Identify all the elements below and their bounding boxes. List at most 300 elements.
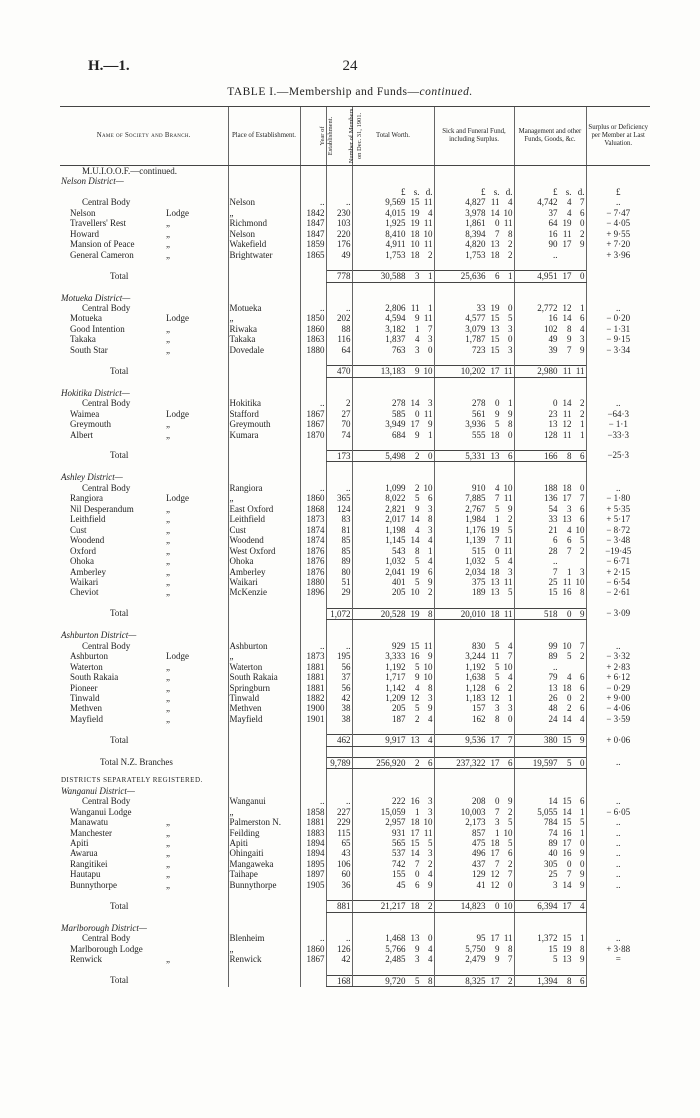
total-worth-pounds: 931 xyxy=(392,827,406,838)
empty-cell xyxy=(300,620,326,631)
sick-funeral-fund xyxy=(434,229,514,239)
total-worth-shillings: 15 xyxy=(410,640,420,651)
management-funds-pounds: 305 xyxy=(544,858,558,869)
branch-name xyxy=(60,869,228,879)
management-funds-pounds: 15 xyxy=(548,943,558,954)
sick-funeral-fund-pence: 10 xyxy=(503,661,513,672)
sick-funeral-fund-pence: 10 xyxy=(503,901,513,912)
empty-cell xyxy=(586,598,650,609)
empty-cell xyxy=(352,620,434,631)
empty-cell xyxy=(434,176,514,186)
empty-cell xyxy=(326,774,352,785)
management-funds-pounds: 16 xyxy=(548,313,558,324)
place-of-establishment xyxy=(228,250,300,260)
member-count-text: 365 xyxy=(337,493,351,504)
year-established xyxy=(300,848,326,858)
management-units-pound-symbol: £ xyxy=(553,186,558,197)
sick-funeral-fund-shillings: 7 xyxy=(495,493,500,504)
branch-name-text: Rangiora xyxy=(70,493,103,504)
branch-row xyxy=(60,514,650,524)
branch-name xyxy=(60,828,228,838)
empty-cell xyxy=(300,440,326,451)
empty-cell xyxy=(228,620,300,631)
management-funds-pounds: 19,597 xyxy=(532,757,558,768)
total-worth xyxy=(352,817,434,827)
lodge-ditto: „ xyxy=(166,239,170,250)
management-units-shilling-symbol: s. xyxy=(565,186,572,197)
management-funds-pence xyxy=(572,250,585,260)
empty-cell xyxy=(434,965,514,976)
total-worth-pounds: 543 xyxy=(392,545,406,556)
year-text: .. xyxy=(320,796,325,807)
total-worth-pounds: 1,192 xyxy=(385,661,406,672)
branch-name xyxy=(60,398,228,408)
total-label-text: Total xyxy=(110,900,129,911)
empty-cell xyxy=(514,260,586,271)
total-worth-pounds: 3,333 xyxy=(385,651,406,662)
sick-funeral-fund-shillings: 5 xyxy=(495,640,500,651)
total-worth-shillings: 1 xyxy=(415,806,420,817)
sick-funeral-fund xyxy=(434,303,514,313)
management-funds-pounds: 90 xyxy=(548,239,558,250)
total-worth xyxy=(352,693,434,703)
branch-name xyxy=(60,933,228,943)
place-text: Amberley xyxy=(229,566,266,577)
lodge-ditto: Lodge xyxy=(166,408,189,419)
branch-name xyxy=(60,954,228,964)
place-of-establishment xyxy=(228,546,300,556)
year-text: 1860 xyxy=(306,493,325,504)
sick-funeral-fund-pounds: 8,325 xyxy=(465,975,486,986)
total-worth xyxy=(352,869,434,879)
member-count-text: 64 xyxy=(341,344,351,355)
place-of-establishment xyxy=(228,954,300,964)
sick-funeral-fund-shillings: 17 xyxy=(490,933,500,944)
total-worth-shillings: 3 xyxy=(415,344,420,355)
sick-funeral-fund xyxy=(434,208,514,218)
year-text: 1894 xyxy=(306,848,325,859)
empty-cell xyxy=(326,630,352,640)
management-funds xyxy=(514,577,586,587)
branch-name xyxy=(60,250,228,260)
member-count-text: 116 xyxy=(337,334,351,345)
empty-cell xyxy=(586,923,650,933)
sick-funeral-fund-shillings: 17 xyxy=(490,757,500,768)
management-funds xyxy=(514,735,586,746)
surplus-deficiency xyxy=(586,817,650,827)
year-established xyxy=(300,556,326,566)
surplus-text: .. xyxy=(616,933,621,944)
empty-cell xyxy=(514,377,586,388)
member-count-text: 80 xyxy=(341,566,351,577)
sick-funeral-fund xyxy=(434,218,514,228)
branch-row xyxy=(60,933,650,943)
year-text: 1897 xyxy=(306,869,325,880)
sick-funeral-fund-pence: 8 xyxy=(508,419,513,430)
management-funds-shillings: 4 xyxy=(567,672,572,683)
sick-funeral-fund-shillings: 17 xyxy=(490,366,500,377)
empty-cell xyxy=(586,774,650,785)
sick-funeral-fund-pence: 7 xyxy=(508,735,513,746)
lodge-ditto: „ xyxy=(166,693,170,704)
empty-cell xyxy=(326,355,352,366)
empty-cell xyxy=(300,598,326,609)
management-funds xyxy=(514,525,586,535)
total-worth xyxy=(352,324,434,334)
empty-cell xyxy=(300,472,326,482)
sick-funeral-fund xyxy=(434,975,514,986)
sick-funeral-fund-shillings: 5 xyxy=(495,556,500,567)
management-funds-shillings xyxy=(558,250,572,260)
management-funds-pence: 10 xyxy=(575,524,585,535)
total-worth-shillings: 10 xyxy=(410,239,420,250)
lodge-ditto: „ xyxy=(166,827,170,838)
management-funds-shillings: 14 xyxy=(562,398,572,409)
place-text: „ xyxy=(229,943,234,954)
empty-cell xyxy=(228,630,300,640)
sick-funeral-fund-pence: 1 xyxy=(508,693,513,704)
management-funds-pence xyxy=(572,662,585,672)
sick-fund-units-pound-symbol: £ xyxy=(481,186,486,197)
year-established xyxy=(300,683,326,693)
place-of-establishment xyxy=(228,838,300,848)
sick-funeral-fund xyxy=(434,334,514,344)
total-worth-pence: 2 xyxy=(428,587,433,598)
sick-funeral-fund-pounds: 157 xyxy=(472,703,486,714)
place-of-establishment xyxy=(228,683,300,693)
branch-name-text: Amberley xyxy=(70,566,106,577)
branch-row xyxy=(60,334,650,344)
surplus-text: .. xyxy=(616,848,621,859)
sick-funeral-fund-pence: 11 xyxy=(503,933,513,944)
sick-funeral-fund xyxy=(434,807,514,817)
surplus-text: − 7·47 xyxy=(606,207,631,218)
management-funds xyxy=(514,901,586,912)
sick-funeral-fund xyxy=(434,587,514,597)
management-funds-pounds: 102 xyxy=(544,323,558,334)
total-worth xyxy=(352,239,434,249)
member-count-text: .. xyxy=(346,796,351,807)
year-text: 1905 xyxy=(306,879,325,890)
spacer-row xyxy=(60,377,650,388)
member-count-text: 126 xyxy=(337,943,351,954)
management-funds-shillings: 11 xyxy=(562,366,572,377)
empty-cell xyxy=(514,462,586,473)
sick-funeral-fund-shillings: 9 xyxy=(495,943,500,954)
empty-cell xyxy=(326,282,352,293)
empty-cell xyxy=(300,377,326,388)
total-label-text: Total xyxy=(110,608,129,619)
empty-cell xyxy=(228,293,300,303)
year-text: 1880 xyxy=(306,344,325,355)
place-of-establishment xyxy=(228,430,300,440)
lodge-ditto: „ xyxy=(166,503,170,514)
management-funds xyxy=(514,796,586,806)
management-funds-pence: 9 xyxy=(580,869,585,880)
total-label xyxy=(60,450,228,461)
member-count xyxy=(326,567,352,577)
total-worth xyxy=(352,838,434,848)
total-worth xyxy=(352,483,434,493)
surplus-deficiency xyxy=(586,546,650,556)
branch-row xyxy=(60,848,650,858)
sick-funeral-fund xyxy=(434,817,514,827)
surplus-deficiency xyxy=(586,525,650,535)
surplus-text: + 9·00 xyxy=(606,693,631,704)
sick-funeral-fund xyxy=(434,838,514,848)
total-worth-pounds: 1,753 xyxy=(385,249,406,260)
management-funds-pounds: 99 xyxy=(548,640,558,651)
place-text: Ohingaiti xyxy=(229,848,264,859)
branch-name xyxy=(60,714,228,724)
year-text: .. xyxy=(320,302,325,313)
management-funds xyxy=(514,944,586,954)
sick-funeral-fund-shillings: 18 xyxy=(490,249,500,260)
empty-cell xyxy=(228,786,300,796)
management-funds xyxy=(514,504,586,514)
surplus-text: + 2·15 xyxy=(606,566,631,577)
empty-cell xyxy=(514,912,586,923)
sick-funeral-fund-pounds: 1,638 xyxy=(465,672,486,683)
total-worth-pence: 1 xyxy=(428,271,433,282)
surplus-text: + 9·55 xyxy=(606,228,631,239)
branch-name xyxy=(60,334,228,344)
branch-name-text: Central Body xyxy=(82,302,131,313)
management-funds-pence: 8 xyxy=(580,587,585,598)
management-funds-shillings: 15 xyxy=(562,817,572,828)
surplus-text: = xyxy=(615,954,621,965)
management-funds xyxy=(514,483,586,493)
total-label-text: Total xyxy=(110,734,129,745)
empty-cell xyxy=(326,786,352,796)
surplus-text: − 8·72 xyxy=(606,524,631,535)
member-count-text: 51 xyxy=(341,576,351,587)
place-of-establishment xyxy=(228,483,300,493)
total-row xyxy=(60,366,650,377)
year-established xyxy=(300,514,326,524)
branch-name-text: Central Body xyxy=(82,197,131,208)
total-worth xyxy=(352,757,434,768)
surplus-deficiency xyxy=(586,535,650,545)
year-established xyxy=(300,430,326,440)
branch-name xyxy=(60,693,228,703)
year-text: 1847 xyxy=(306,218,325,229)
surplus-deficiency xyxy=(586,828,650,838)
lodge-ditto: „ xyxy=(166,838,170,849)
branch-row xyxy=(60,546,650,556)
total-label-text: Total xyxy=(110,450,129,461)
lodge-ditto: „ xyxy=(166,713,170,724)
member-count-text: 85 xyxy=(341,545,351,556)
member-count-text: 229 xyxy=(337,817,351,828)
management-funds xyxy=(514,218,586,228)
surplus-deficiency xyxy=(586,271,650,282)
management-funds-pence: 9 xyxy=(580,735,585,746)
management-units-pence-symbol: d. xyxy=(577,186,585,197)
lodge-ditto: „ xyxy=(166,556,170,567)
member-count xyxy=(326,901,352,912)
total-worth-pounds: 256,920 xyxy=(376,757,406,768)
member-count xyxy=(326,483,352,493)
management-funds-pounds: 13 xyxy=(548,419,558,430)
sick-funeral-fund-shillings: 1 xyxy=(495,514,500,525)
year-established xyxy=(300,901,326,912)
empty-cell xyxy=(326,176,352,186)
branch-name-text: Awarua xyxy=(70,848,98,859)
empty-cell xyxy=(228,176,300,186)
management-funds xyxy=(514,869,586,879)
total-worth-pounds: 401 xyxy=(392,576,406,587)
branch-row xyxy=(60,556,650,566)
place-text: „ xyxy=(229,313,234,324)
total-worth-shillings: 15 xyxy=(410,197,420,208)
branch-row xyxy=(60,641,650,651)
management-funds xyxy=(514,933,586,943)
total-worth-shillings: 17 xyxy=(410,827,420,838)
management-funds-shillings: 11 xyxy=(562,576,572,587)
sick-funeral-fund xyxy=(434,514,514,524)
total-worth-shillings: 5 xyxy=(415,975,420,986)
sick-fund-units-shilling-symbol: s. xyxy=(493,186,500,197)
total-worth-shillings: 9 xyxy=(415,672,420,683)
surplus-text: + 0·06 xyxy=(606,734,631,745)
surplus-deficiency xyxy=(586,807,650,817)
sick-funeral-fund-pence: 7 xyxy=(508,869,513,880)
branch-name xyxy=(60,807,228,817)
total-label xyxy=(60,757,228,768)
spacer-row xyxy=(60,965,650,976)
management-funds xyxy=(514,430,586,440)
year-established xyxy=(300,869,326,879)
branch-row xyxy=(60,208,650,218)
sick-funeral-fund-shillings: 13 xyxy=(490,323,500,334)
empty-cell xyxy=(300,630,326,640)
total-worth-pounds: 2,017 xyxy=(385,514,406,525)
management-funds xyxy=(514,197,586,207)
year-established xyxy=(300,933,326,943)
surplus-text: − 1·1 xyxy=(608,419,628,430)
management-funds xyxy=(514,556,586,566)
total-worth-pounds: 1,142 xyxy=(385,682,406,693)
management-funds-shillings: 6 xyxy=(567,535,572,546)
year-text: .. xyxy=(320,398,325,409)
surplus-text: .. xyxy=(616,879,621,890)
management-funds xyxy=(514,567,586,577)
management-funds-pounds: 6,394 xyxy=(537,901,558,912)
sick-funeral-fund-pounds: 375 xyxy=(472,576,486,587)
total-worth xyxy=(352,556,434,566)
total-worth-pounds: 1,198 xyxy=(385,524,406,535)
branch-row xyxy=(60,796,650,806)
management-funds-pence: 2 xyxy=(580,228,585,239)
sick-funeral-fund-pence: 0 xyxy=(508,334,513,345)
total-worth-shillings: 18 xyxy=(410,901,420,912)
year-established xyxy=(300,345,326,355)
sick-funeral-fund-pence: 9 xyxy=(508,408,513,419)
surplus-text: .. xyxy=(616,398,621,409)
surplus-deficiency xyxy=(586,796,650,806)
member-count xyxy=(326,828,352,838)
year-text: 1873 xyxy=(306,651,325,662)
sick-funeral-fund xyxy=(434,828,514,838)
branch-name-text: Ashburton xyxy=(70,651,108,662)
sick-funeral-fund-pounds: 2,173 xyxy=(465,817,486,828)
surplus-text: − 3·34 xyxy=(606,344,631,355)
management-funds-pounds: .. xyxy=(553,249,558,260)
management-funds-pence: 2 xyxy=(580,408,585,419)
lodge-ditto: „ xyxy=(166,545,170,556)
member-count xyxy=(326,303,352,313)
branch-row xyxy=(60,651,650,661)
sick-funeral-fund-pounds: 1,861 xyxy=(465,218,486,229)
member-count xyxy=(326,313,352,323)
management-funds-pounds: 16 xyxy=(548,228,558,239)
surplus-deficiency xyxy=(586,345,650,355)
year-established xyxy=(300,535,326,545)
member-count-text: 202 xyxy=(337,313,351,324)
branch-name xyxy=(60,218,228,228)
sick-funeral-fund xyxy=(434,567,514,577)
member-count xyxy=(326,334,352,344)
empty-cell xyxy=(352,890,434,901)
sick-funeral-fund-pounds: 857 xyxy=(472,827,486,838)
surplus-deficiency xyxy=(586,398,650,408)
management-funds-shillings: 18 xyxy=(562,682,572,693)
sick-funeral-fund-pence: 11 xyxy=(503,493,513,504)
member-count-text: 74 xyxy=(341,429,351,440)
total-label-text: Total xyxy=(110,270,129,281)
member-count xyxy=(326,577,352,587)
place-text: Feilding xyxy=(229,827,260,838)
empty-cell xyxy=(352,440,434,451)
empty-cell xyxy=(60,260,228,271)
management-funds-shillings: 15 xyxy=(562,735,572,746)
management-funds-pence: 3 xyxy=(580,334,585,345)
empty-cell xyxy=(586,620,650,631)
sick-funeral-fund xyxy=(434,641,514,651)
sick-funeral-fund-pounds: 14,823 xyxy=(460,901,486,912)
empty-cell xyxy=(514,965,586,976)
management-funds-shillings: 11 xyxy=(562,429,572,440)
total-worth xyxy=(352,714,434,724)
branch-name-text: Leithfield xyxy=(70,514,106,525)
member-count xyxy=(326,944,352,954)
sick-funeral-fund-pounds: 33 xyxy=(476,302,486,313)
total-worth xyxy=(352,303,434,313)
place-text: Cust xyxy=(229,524,247,535)
branch-row xyxy=(60,693,650,703)
lodge-ditto: „ xyxy=(166,576,170,587)
total-worth-shillings: 2 xyxy=(415,450,420,461)
sick-funeral-fund-pounds: 496 xyxy=(472,848,486,859)
member-count-text: 37 xyxy=(341,672,351,683)
total-worth xyxy=(352,525,434,535)
member-count-text: 42 xyxy=(341,693,351,704)
member-count xyxy=(326,954,352,964)
total-worth-pence: 11 xyxy=(423,239,433,250)
management-funds-shillings: 5 xyxy=(567,651,572,662)
empty-cell xyxy=(352,282,434,293)
sick-funeral-fund xyxy=(434,450,514,461)
year-established xyxy=(300,409,326,419)
surplus-deficiency xyxy=(586,334,650,344)
empty-cell xyxy=(326,724,352,735)
member-count xyxy=(326,796,352,806)
empty-cell xyxy=(434,462,514,473)
surplus-deficiency xyxy=(586,672,650,682)
total-worth xyxy=(352,546,434,556)
total-worth-pence: 11 xyxy=(423,197,433,208)
